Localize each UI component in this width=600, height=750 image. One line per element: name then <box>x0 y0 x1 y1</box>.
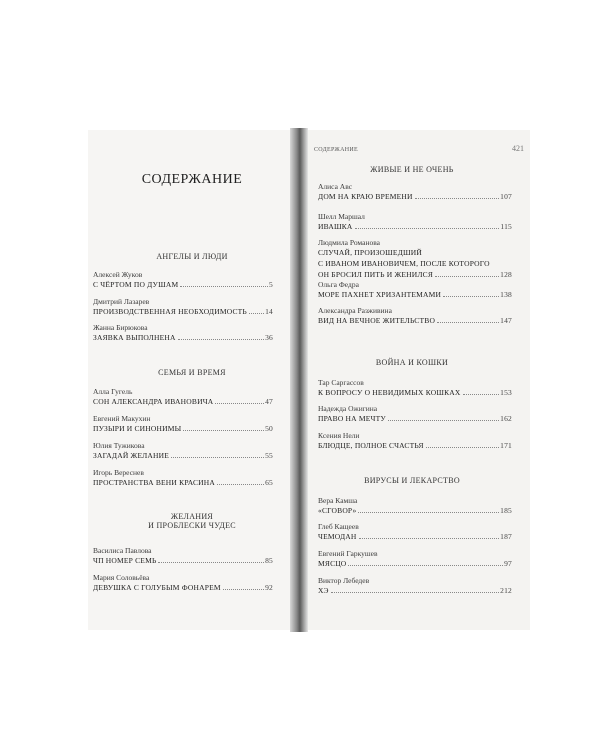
entry-page-number: 147 <box>500 316 512 325</box>
entry-title-line[interactable] <box>318 269 512 280</box>
section-heading <box>88 368 296 377</box>
leader-dots <box>158 562 264 563</box>
entry-page-number: 14 <box>265 307 273 316</box>
entry-author: Ксения Нели <box>318 431 360 440</box>
entry-page-number: 36 <box>265 333 273 342</box>
entry-author: Александра Разживина <box>318 306 392 315</box>
entry-title: ЗАГАДАЙ ЖЕЛАНИЕ <box>93 451 170 460</box>
entry-author: Алла Гугель <box>93 387 133 396</box>
entry-page-number: 171 <box>500 441 512 450</box>
leader-dots <box>388 420 499 421</box>
section-heading-line: ВИРУСЫ И ЛЕКАРСТВО <box>364 476 460 485</box>
entry-title: ПРОИЗВОДСТВЕННАЯ НЕОБХОДИМОСТЬ <box>93 307 247 316</box>
toc-entry <box>318 306 512 326</box>
toc-entry <box>318 522 512 542</box>
entry-title-line[interactable] <box>93 306 273 317</box>
section-heading-line: И ПРОБЛЕСКИ ЧУДЕС <box>148 521 236 530</box>
entry-title: ДЕВУШКА С ГОЛУБЫМ ФОНАРЕМ <box>93 583 221 592</box>
entry-page-number: 187 <box>500 532 512 541</box>
toc-entry <box>318 431 512 451</box>
entry-title: ЧЕМОДАН <box>318 532 357 541</box>
entry-author: Жанна Бирюкова <box>93 323 148 332</box>
entry-title: ЧП НОМЕР СЕМЬ <box>93 556 157 565</box>
toc-entry <box>318 280 512 300</box>
entry-author: Людмила Романова <box>318 238 380 247</box>
entry-page-number: 128 <box>500 270 512 279</box>
entry-title-line[interactable] <box>93 477 273 488</box>
entry-title: «СГОВОР» <box>318 506 357 515</box>
leader-dots <box>426 447 499 448</box>
leader-dots <box>171 457 264 458</box>
entry-page-number: 92 <box>265 583 273 592</box>
entry-page-number: 185 <box>500 506 512 515</box>
entry-author: Вера Камша <box>318 496 358 505</box>
entry-author: Шелл Маршал <box>318 212 365 221</box>
section-heading <box>88 512 296 530</box>
section-heading <box>300 476 524 485</box>
entry-author: Глеб Кащеев <box>318 522 359 531</box>
entry-title: СЛУЧАЙ, ПРОИЗОШЕДШИЙ <box>318 248 423 257</box>
toc-entry <box>318 378 512 398</box>
entry-title: К ВОПРОСУ О НЕВИДИМЫХ КОШКАХ <box>318 388 461 397</box>
entry-author: Игорь Вереснев <box>93 468 144 477</box>
entry-title-line[interactable] <box>318 558 512 569</box>
entry-title: МЯСЦО <box>318 559 347 568</box>
toc-entry <box>318 404 512 424</box>
entry-title-line[interactable] <box>318 315 512 326</box>
entry-author: Алиса Авс <box>318 182 353 191</box>
entry-title-line[interactable] <box>318 585 512 596</box>
section-heading-line: ЖИВЫЕ И НЕ ОЧЕНЬ <box>370 165 454 174</box>
toc-entry <box>93 573 273 593</box>
entry-title-line[interactable] <box>318 387 512 398</box>
leader-dots <box>437 322 499 323</box>
leader-dots <box>183 430 264 431</box>
toc-entry <box>318 496 512 516</box>
entry-title: СОН АЛЕКСАНДРА ИВАНОВИЧА <box>93 397 214 406</box>
section-heading <box>300 358 524 367</box>
leader-dots <box>415 198 500 199</box>
entry-author: Алексей Жуков <box>93 270 143 279</box>
entry-title-line[interactable] <box>318 258 512 269</box>
entry-page-number: 138 <box>500 290 512 299</box>
entry-author: Дмитрий Лазарев <box>93 297 150 306</box>
entry-title: ИВАШКА <box>318 222 353 231</box>
toc-entry <box>93 414 273 434</box>
entry-page-number: 212 <box>500 586 512 595</box>
entry-title: БЛЮДЦЕ, ПОЛНОЕ СЧАСТЬЯ <box>318 441 424 450</box>
section-heading-line: ЖЕЛАНИЯ <box>170 512 214 521</box>
entry-title: МОРЕ ПАХНЕТ ХРИЗАНТЕМАМИ <box>318 290 442 299</box>
entry-title: ПРАВО НА МЕЧТУ <box>318 414 386 423</box>
leader-dots <box>358 512 499 513</box>
entry-title-line[interactable] <box>93 582 273 593</box>
entry-title-line[interactable] <box>318 247 512 258</box>
entry-author: Евгений Макухин <box>93 414 151 423</box>
leader-dots <box>180 286 268 287</box>
toc-entry <box>93 387 273 407</box>
entry-title-line[interactable] <box>318 413 512 424</box>
entry-title: С ЧЁРТОМ ПО ДУШАМ <box>93 280 179 289</box>
entry-title: ХЭ <box>318 586 329 595</box>
entry-author: Тар Саргассов <box>318 378 364 387</box>
book-gutter <box>290 128 308 632</box>
entry-title: С ИВАНОМ ИВАНОВИЧЕМ, ПОСЛЕ КОТОРОГО <box>318 259 490 268</box>
entry-author: Ольга Федра <box>318 280 359 289</box>
entry-author: Виктор Лебедев <box>318 576 370 585</box>
entry-title-line[interactable] <box>93 396 273 407</box>
running-head: СОДЕРЖАНИЕ <box>314 147 358 153</box>
entry-page-number: 65 <box>265 478 273 487</box>
entry-title-line[interactable] <box>318 505 512 516</box>
toc-entry <box>93 297 273 317</box>
entry-page-number: 85 <box>265 556 273 565</box>
section-heading-line: СЕМЬЯ И ВРЕМЯ <box>158 368 226 377</box>
contents-title: СОДЕРЖАНИЕ <box>141 172 243 187</box>
leader-dots <box>223 589 264 590</box>
section-heading-line: АНГЕЛЫ И ЛЮДИ <box>156 252 228 261</box>
entry-title-line[interactable] <box>93 332 273 343</box>
section-heading <box>300 165 524 174</box>
toc-entry <box>318 576 512 596</box>
leader-dots <box>331 592 499 593</box>
entry-title: ЗАЯВКА ВЫПОЛНЕНА <box>93 333 176 342</box>
toc-entry <box>318 238 512 280</box>
leader-dots <box>443 296 499 297</box>
entry-title: ОН БРОСИЛ ПИТЬ И ЖЕНИЛСЯ <box>318 270 434 279</box>
toc-entry <box>93 270 273 290</box>
entry-page-number: 107 <box>500 192 512 201</box>
leader-dots <box>463 394 500 395</box>
toc-entry <box>318 182 512 202</box>
toc-entry <box>318 212 512 232</box>
leader-dots <box>359 538 500 539</box>
entry-page-number: 153 <box>500 388 512 397</box>
entry-title-line[interactable] <box>93 279 273 290</box>
entry-page-number: 47 <box>265 397 273 406</box>
entry-author: Мария Соловьёва <box>93 573 150 582</box>
entry-title-line[interactable] <box>318 440 512 451</box>
entry-title: ПРОСТРАНСТВА ВЕНИ КРАСИНА <box>93 478 216 487</box>
entry-title-line[interactable] <box>318 221 512 232</box>
entry-title-line[interactable] <box>93 555 273 566</box>
toc-entry <box>93 323 273 343</box>
entry-title-line[interactable] <box>93 423 273 434</box>
entry-title: ВИД НА ВЕЧНОЕ ЖИТЕЛЬСТВО <box>318 316 436 325</box>
leader-dots <box>355 228 500 229</box>
toc-entry <box>318 549 512 569</box>
entry-title: ДОМ НА КРАЮ ВРЕМЕНИ <box>318 192 413 201</box>
entry-title-line[interactable] <box>318 531 512 542</box>
entry-title-line[interactable] <box>318 289 512 300</box>
page-number: 421 <box>512 144 524 153</box>
entry-page-number: 5 <box>269 280 273 289</box>
leader-dots <box>178 339 265 340</box>
entry-page-number: 97 <box>504 559 512 568</box>
entry-page-number: 115 <box>500 222 512 231</box>
entry-page-number: 162 <box>500 414 512 423</box>
entry-author: Надежда Ожигина <box>318 404 378 413</box>
toc-entry <box>93 468 273 488</box>
leader-dots <box>249 313 264 314</box>
toc-entry <box>93 546 273 566</box>
leader-dots <box>435 276 499 277</box>
entry-author: Евгений Гаркушев <box>318 549 378 558</box>
entry-page-number: 55 <box>265 451 273 460</box>
entry-title-line[interactable] <box>318 191 512 202</box>
entry-title-line[interactable] <box>93 450 273 461</box>
leader-dots <box>215 403 264 404</box>
leader-dots <box>348 565 503 566</box>
entry-author: Василиса Павлова <box>93 546 152 555</box>
toc-entry <box>93 441 273 461</box>
entry-page-number: 50 <box>265 424 273 433</box>
section-heading-line: ВОЙНА И КОШКИ <box>375 358 449 367</box>
entry-title: ПУЗЫРИ И СИНОНИМЫ <box>93 424 182 433</box>
leader-dots <box>217 484 264 485</box>
entry-author: Юлия Тужикова <box>93 441 145 450</box>
section-heading <box>88 252 296 261</box>
